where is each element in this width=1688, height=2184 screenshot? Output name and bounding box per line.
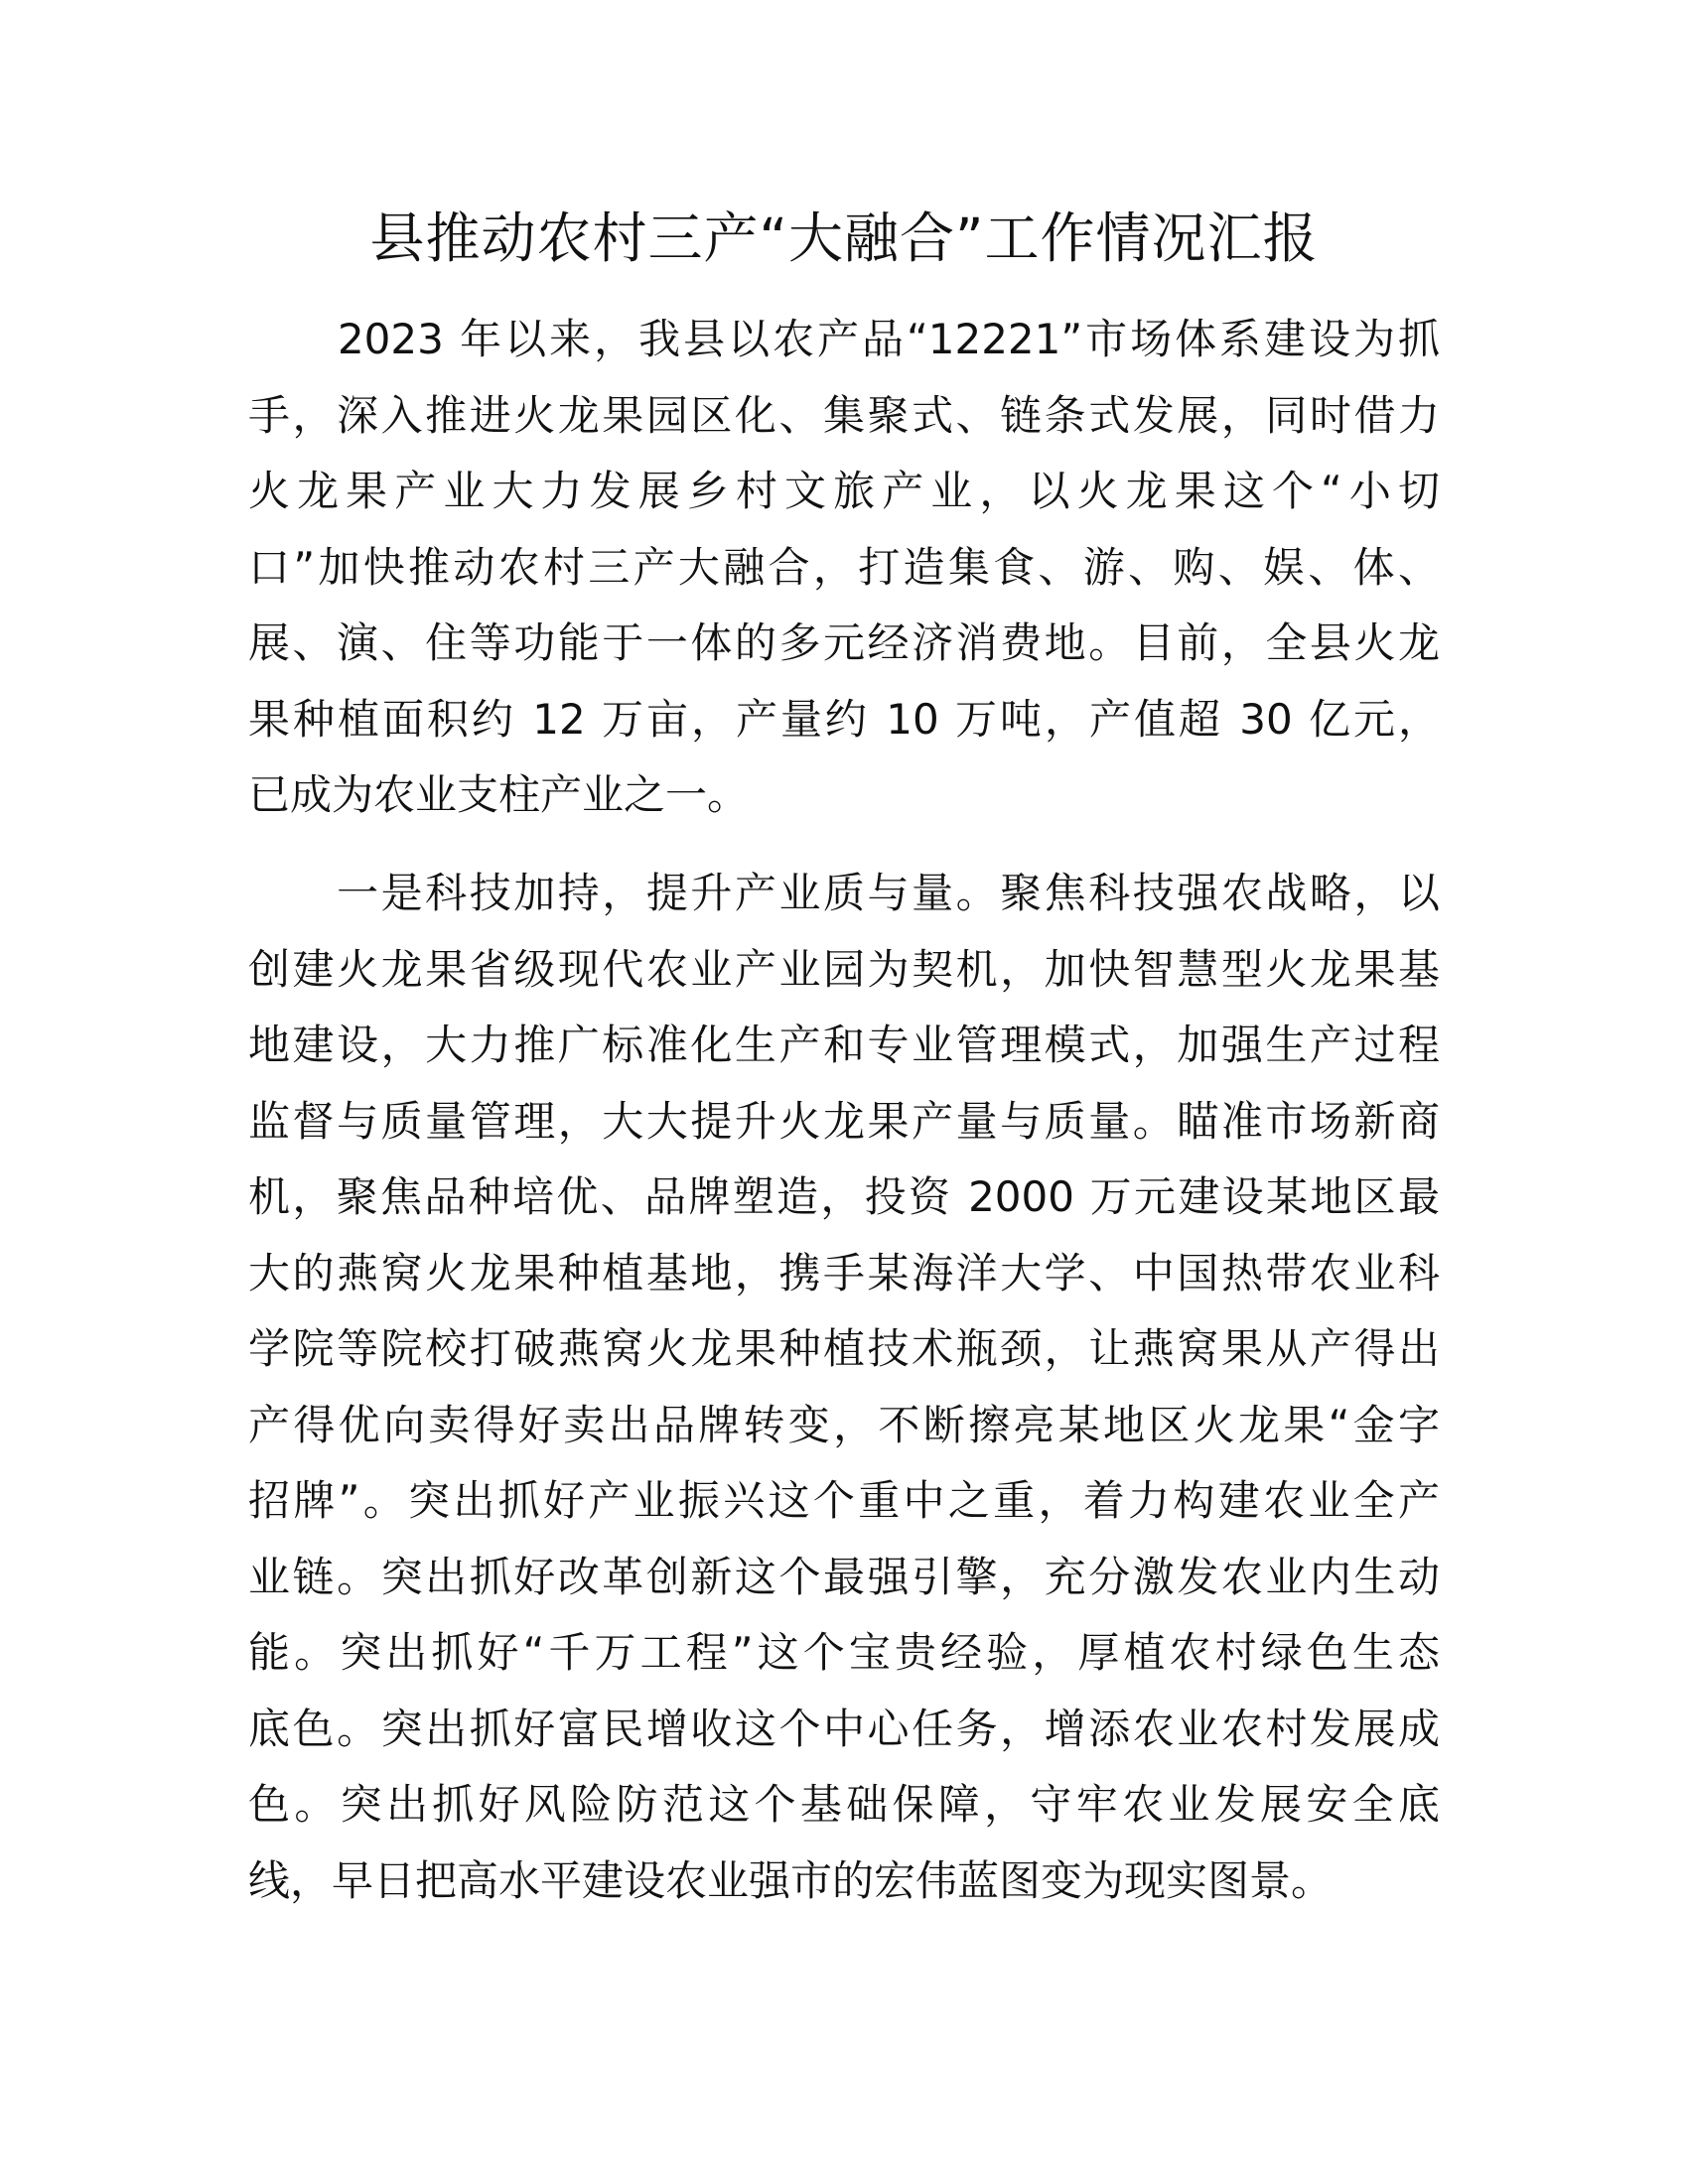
paragraph-line: 学院等院校打破燕窝火龙果种植技术瓶颈，让燕窝果从产得出 bbox=[248, 1324, 1440, 1373]
paragraph-line: 创建火龙果省级现代农业产业园为契机，加快智慧型火龙果基 bbox=[248, 944, 1440, 994]
paragraph-line: 已成为农业支柱产业之一。 bbox=[248, 770, 750, 819]
paragraph-line: 一是科技加持，提升产业质与量。聚焦科技强农战略，以 bbox=[248, 869, 1440, 917]
paragraph-line: 线，早日把高水平建设农业强市的宏伟蓝图变为现实图景。 bbox=[248, 1855, 1334, 1905]
paragraph-line: 招牌”。突出抓好产业振兴这个重中之重，着力构建农业全产 bbox=[248, 1476, 1440, 1525]
paragraph-line: 口”加快推动农村三产大融合，打造集食、游、购、娱、体、 bbox=[248, 542, 1440, 592]
paragraph-line: 机，聚焦品种培优、品牌塑造，投资 2000 万元建设某地区最 bbox=[248, 1172, 1440, 1221]
paragraph-line: 业链。突出抓好改革创新这个最强引擎，充分激发农业内生动 bbox=[248, 1552, 1440, 1601]
document-title: 县推动农村三产“大融合”工作情况汇报 bbox=[369, 206, 1319, 270]
paragraph-line: 地建设，大力推广标准化生产和专业管理模式，加强生产过程 bbox=[248, 1021, 1440, 1069]
paragraph-line: 色。突出抓好风险防范这个基础保障，守牢农业发展安全底 bbox=[248, 1780, 1440, 1829]
paragraph-line: 能。突出抓好“千万工程”这个宝贵经验，厚植农村绿色生态 bbox=[248, 1628, 1440, 1677]
paragraph-line: 2023 年以来，我县以农产品“12221”市场体系建设为抓 bbox=[248, 315, 1440, 363]
paragraph-technology bbox=[248, 856, 1440, 1919]
paragraph-line: 底色。突出抓好富民增收这个中心任务，增添农业农村发展成 bbox=[248, 1704, 1440, 1753]
paragraph-line: 果种植面积约 12 万亩，产量约 10 万吨，产值超 30 亿元， bbox=[248, 694, 1440, 744]
paragraph-intro bbox=[248, 302, 1440, 834]
paragraph-line: 火龙果产业大力发展乡村文旅产业，以火龙果这个“小切 bbox=[248, 467, 1440, 515]
paragraph-line: 手，深入推进火龙果园区化、集聚式、链条式发展，同时借力 bbox=[248, 390, 1440, 440]
paragraph-line: 展、演、住等功能于一体的多元经济消费地。目前，全县火龙 bbox=[248, 618, 1440, 667]
paragraph-line: 监督与质量管理，大大提升火龙果产量与质量。瞄准市场新商 bbox=[248, 1096, 1440, 1146]
paragraph-line: 大的燕窝火龙果种植基地，携手某海洋大学、中国热带农业科 bbox=[248, 1248, 1440, 1297]
paragraph-line: 产得优向卖得好卖出品牌转变，不断擦亮某地区火龙果“金字 bbox=[248, 1400, 1440, 1449]
